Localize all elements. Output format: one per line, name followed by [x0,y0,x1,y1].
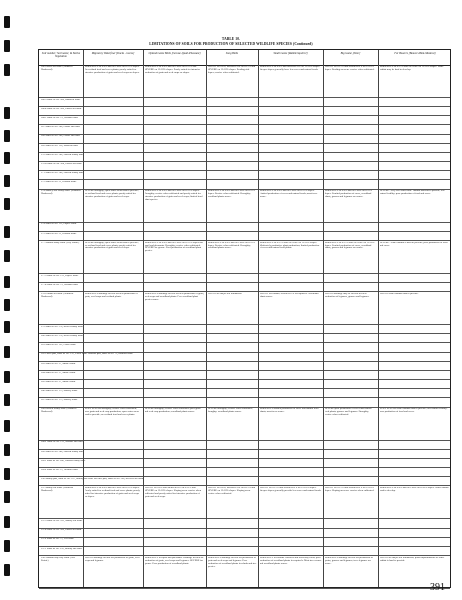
binder-hole [4,175,10,187]
table-title: LIMITATIONS OF SOILS FOR PRODUCTION OF SELECTED WILDLIFE SPECIES (Continued) [149,42,313,46]
limitation-cell: MODERATE on 0-6% and SEVERE on 6-12% slopes. Limited production of cover, woodland plants, grasses and legumes are scarce. [324,190,372,199]
limitation-cell: SEVERE-droughty; open water areas hard to provide; no wetland food and cover plants; poorly suited for intensive production of grain and seed crops. [84,241,139,250]
soil-cell: 297E Same as No. 72, Fox loam. [41,538,74,541]
binder-hole [4,198,10,210]
table-row [39,334,450,343]
column-divider [258,50,259,587]
limitation-cell: SEVERE - very low water table. Habitat difficult to provide; low natural fertility; poor production of food and cover. [379,190,445,196]
limitation-cell: MODERATE-drainage needed for best production of grain, seed crops and woodland plants. Few woodland plant species scarce. [144,292,204,301]
table-row [39,107,450,116]
soil-cell: 297A Same as No. 295, Marlay silt loam. [41,520,83,523]
soil-cell: 266A Same as No. 266, Bannock loam. [41,98,81,101]
limitation-cell: MODERATE for rabbits. Burrows and nests may flood; poor production of woodland plants for squirrels. Most trees scarce and woodland plants scarce. [259,556,322,565]
table-row [39,116,450,125]
soil-cell: 277B Same as No. 21, Holston loam. [41,283,79,286]
soil-cell: 280 Same as No. 276, Beaver sandy loam. [41,335,84,338]
soil-cell: 266 Gasset silt loam. (Southern Hardwood) [41,65,73,71]
table-row [39,180,450,189]
table-row [39,144,450,153]
column-header: Upland Game Birds [Grouse-Quail-Pheasant] [148,52,201,55]
wildlife-limitations-table [38,49,451,588]
soil-cell: 289 Same as No. 266, Hackett loamy sand. [41,450,85,453]
table-row [39,125,450,134]
soil-cell: 282 Casco part, same as No. 132, Casco loam. Radious part, same as No. 75, Radious loam. [41,353,133,356]
table-row [39,468,450,477]
binder-hole [4,371,10,383]
limitation-cell: SLIGHT on 0-6%; MODERATE on 6-12% and SEVERE on 12-18% slopes. Sloping areas erosive when cultivated. [207,487,256,495]
limitation-cell: SLIGHT-no major soil limitations; pond impoundments or water habitat is hard to provide. [379,556,445,562]
table-row [39,274,450,283]
binder-hole [4,321,10,333]
column-header: Soil number; Soil name; & Native Vegetation [41,52,81,59]
binder-hole [4,299,10,311]
table-row [39,389,450,398]
table-row [39,283,450,292]
limitation-cell: SLIGHT on 0-6% and MODERATE on 6-12% and SEVERE on 12-18% slopes. Sloping areas erosive when cultivated and poorly suited for intensive production of grain and seed crops. [144,487,202,498]
soil-cell: 269 Same as No. 128, Watseka loam. [41,144,79,147]
limitation-cell: VERY SEVERE-water habitat hard to provide; low natural fertility; poor production of food and cover. [379,408,448,414]
table-row [39,353,450,362]
column-header: Big Game [Deer] [340,52,361,55]
soil-cell: 286 Same as No. 175, Mussey loam. [41,390,78,393]
table-row [39,380,450,389]
limitation-cell: SEVERE-droughty; erosive when cultivated; droughty; woodland plants scarce. [207,408,253,414]
limitation-cell: MODERATE-drainage needed for production of grain and seed crops and legumes. Poor production of woodland plants for shrub and tree species. [207,556,257,568]
soil-cell: 272 Same as No. 21, Holston loam. [41,181,77,184]
soil-cell: 278 Gilman silt loam. (Southern Hardwood) [41,292,74,298]
column-header: Song Birds [225,52,239,55]
table-row [39,486,450,519]
binder-hole [4,16,10,28]
table-row [39,98,450,107]
limitation-cell: SLIGHT-drainage may be needed for best production of legumes, grasses and legumes. [324,292,370,298]
binder-hole [4,226,10,238]
limitation-cell: MODERATE on 0-12% and SEVERE on 12-18% slopes. Water habitat may be hard to develop. [379,65,444,71]
table-row [39,459,450,468]
limitation-cell: SLIGHT on 0-12% and MODERATE on 12-18% slopes. Eroding areas are erosive when cultivated. [324,65,375,71]
soil-cell: 284 Same as No. 37, Mikael loam. [41,371,76,374]
binder-hole [4,276,10,288]
column-divider [323,50,324,587]
soil-cell: 277 Salmon sandy loam. (Dry Prairie) [41,241,80,244]
table-row [39,325,450,334]
binder-hole [4,468,10,480]
limitation-cell: MODERATE-drainage needed for production of grains, grasses and legumes; trees legumes are scarce. [324,556,373,565]
soil-cell: 297B Same as No. 266, Gasset silt loam. [41,529,82,532]
binder-hole [4,516,10,528]
limitation-cell: MODERATE on 0-6% and SEVERE on 6-12% slopes. Droughty; erosive when cultivated and poorly suited for intensive production of grain and seed crops; limited food plant species. [144,190,203,202]
table-row [39,162,450,171]
soil-cell: 270 Same as No. 266, Hackett loamy sand. [41,153,85,156]
limitation-cell: SLIGHT-drainage needed for production of grain, seed crops and legumes. [84,556,140,562]
soil-cell: 266B Same as No. 266, Gasset silt loam. [41,107,82,110]
soil-cell: 287 Same as No. 175, Mussey loam. [41,399,78,402]
binder-hole [4,420,10,432]
table-row [39,223,450,232]
binder-hole [4,64,10,76]
soil-cell: 271 Same as No. 266, Hackett loamy sand. [41,172,85,175]
table-row [39,450,450,459]
soil-cell: 277A Same as No. 113, Lapeer loam. [41,274,79,277]
limitation-cell: MODERATE on 0-6% and MODERATE on 12-18% slopes. Steeper slopes generally have less cover and natural foods. [259,65,320,71]
column-divider [378,50,379,587]
column-divider [206,50,207,587]
limitation-cell: SEVERE-poor production of cover and natural food plants; grasses and legumes. Droughty; erosive when cultivated. [324,408,372,417]
limitation-cell: MODERATE on 0-6% and SEVERE on 6-12% slopes. Erosive when cultivated. Droughty; woodland plants scarce. [207,190,255,199]
limitation-cell: MODERATE-limited production of cover and natural food plants; most trees scarce. [259,408,319,414]
limitation-cell: MODERATE for quail and pheasants. Drainage needed for production of grain, seed crops and legumes. SEVERE for grouse. Poor production of woodland plants. [144,556,204,565]
limitation-cell: MODERATE on 0-6% and SEVERE on 6-12% slopes. Limited production of cover and natural foods; most trees scarce. [259,190,318,199]
table-row [39,232,450,241]
limitation-cell: SEVERE-droughty; erosive when cultivated; poor grain and seed crop production; woodland plants scarce. [144,408,201,414]
table-row [39,477,450,486]
binder-hole [4,564,10,576]
soil-cell: 281 Same as No. 132, Casco loam. [41,344,76,347]
limitation-cell: SLIGHT-no major soil limitations. [207,292,243,295]
soil-cell: 283 Same as No. 37, Mikael loam. [41,362,76,365]
binder-hole [4,444,10,456]
binder-hole [4,250,10,262]
limitation-cell: MODERATE on 0-6% and SEVERE on 6-12% and SEVERE on 12-18% slopes. Poorly suited for intensive production of grain and seed crops on slopes. [144,65,201,74]
binder-hole [4,130,10,142]
soil-cell: 288Y Same as No. 131, Saranac silt loam. [41,441,84,444]
soil-cell: 266C Same as No. 21, Holston loam. [41,117,79,120]
column-divider [83,50,84,587]
binder-hole [4,491,10,503]
binder-hole [4,107,10,119]
limitation-cell: SLIGHT on 0-12% and MODERATE on 12-18% slopes. Sloping areas are erosive when cultivated. [324,487,375,493]
soil-cell: 289E Same as No. 21, Holston loam. [41,468,79,471]
soil-cell: 289T Same as No. 266, Hackett loamy sand. [41,459,86,462]
binder-hole [4,394,10,406]
binder-hole [4,346,10,358]
table-row [39,362,450,371]
column-header: Small Game [Rabbit-Squirrel] [273,52,308,55]
soil-cell: 268 Same as No. 266, Gasset silt loam. [41,135,81,138]
limitation-cell: SLIGHT on 0-12% and MODERATE on 12-18% slopes. Steeper slopes generally provide less cover and natural foods. [259,487,322,493]
column-divider [143,50,144,587]
table-row [39,547,450,556]
table-row [39,529,450,538]
soil-cell: 274 Same as No. 113, Lapeer loam. [41,223,77,226]
table-row [39,408,450,441]
table-row [39,153,450,162]
limitation-cell: MODERATE on 0-12% and SEVERE on 12-18% slopes. Limited production of cover, woodland plants, grasses and legumes are scarce. [324,241,375,250]
limitation-cell: SLIGHT for rabbits; MODERATE for squirrels. Woodland plants scarce. [259,292,319,298]
soil-cell: 285 Same as No. 37, Mikael loam. [41,380,76,383]
soil-cell: 270D Same as No. 266, Gasset silt loam. [41,162,82,165]
soil-cell: 298 Ashkum silty clay loam. (Wet Prairie) [41,556,76,562]
binder-hole [4,152,10,164]
soil-cell: 288 Hackett loamy sand. (Southern Hardwood) [41,408,77,414]
soil-cell: 274 Starkey fine sandy loam. (Southern Hardwood) [41,190,81,196]
table-row [39,343,450,352]
soil-cell: 290 Marlay part, same as No. 297, Marlay silt loam. Beecher part, same as No. 298, Beecher silt loam. [41,478,144,481]
column-header: Fur Bearers [Beaver-Mink-Muskrat] [394,52,436,55]
limitation-cell: VERY SEVERE-droughty; erosive when cultivated; poor grain and seed crop production; open water areas hard to provide; no wetland food and cover plants. [84,408,139,417]
soil-cell: 297 Marlay silt loam. (Southern Hardwood) [41,487,74,493]
soil-cell: 297T Same as No. 295, Marlay silt loam. [41,547,83,550]
page-number: 391 [430,582,445,593]
column-header: Migratory Waterfowl [Ducks - Geese] [91,52,135,55]
table-row [39,556,450,589]
table-row [39,519,450,528]
table-row [39,171,450,180]
table-number: TABLE 10. [221,37,241,41]
limitation-cell: MODERATE on 0-6% and SEVERE on 6-12% slopes. Erosive when cultivated. Droughty; woodland plants scarce. [207,241,255,250]
limitation-cell: SLIGHT on 0-6%; MODERATE on 6-12% and SEVERE on 12-18% slopes. Eroding side slopes; erosive when cultivated. [207,65,256,74]
limitation-cell: SEVERE-droughty; open water areas hard to provide; no wetland food and cover plants; poorly suited for intensive production of grain and seed crops. [84,190,139,199]
binder-hole [4,540,10,552]
limitation-cell: MODERATE on 0-12% and SEVERE on 12-18% slopes. Moderately productive plant production; limited production of cover and natural food plants. [259,241,320,250]
table-row [39,241,450,274]
table-row [39,135,450,144]
table-row [39,190,450,223]
soil-cell: 267 Same as No. 266, Gasset silt loam. [41,126,81,129]
table-row [39,65,450,98]
limitation-cell: MODERATE on 0-6% and SEVERE on 6-12% slopes but quail and pheasants. Droughty; erosive when cultivated. SEVERE for grouse. Poor production of woodland plant species. [144,241,203,253]
soil-cell: 275 Same as No. 21, Holston loam. [41,232,77,235]
table-row [39,398,450,407]
limitation-cell: MODERATE-drainage needed for best production of grain, seed crops and wetland plants. [84,292,138,298]
table-row [39,371,450,380]
table-header [39,50,450,66]
limitation-cell: MODERATE on 0-6% and SEVERE on 6-12% slopes. Poorly suited for wetland food and cover plants; poorly suited for intensive production of grain and seed crops on slopes. [84,487,140,498]
table-row [39,292,450,325]
table-row [39,538,450,547]
limitation-cell: MODERATE on 0-6% and SEVERE on 6-12% slopes. On wetland food and cover plants; poorly suited for intensive production of grain and seed crops on slopes. [84,65,140,74]
limitation-cell: MODERATE on 0-6% and SEVERE on 6-18% slopes. Water habitat hard to develop. [379,487,449,493]
limitation-cell: SLIGHT-water habitat hard to provide. [379,292,419,295]
table-row [39,441,450,450]
soil-cell: 279 Same as No. 276, Beaver sandy loam. [41,325,84,328]
limitation-cell: SEVERE - water habitat is hard to provide; poor production of food and cover. [379,241,448,247]
